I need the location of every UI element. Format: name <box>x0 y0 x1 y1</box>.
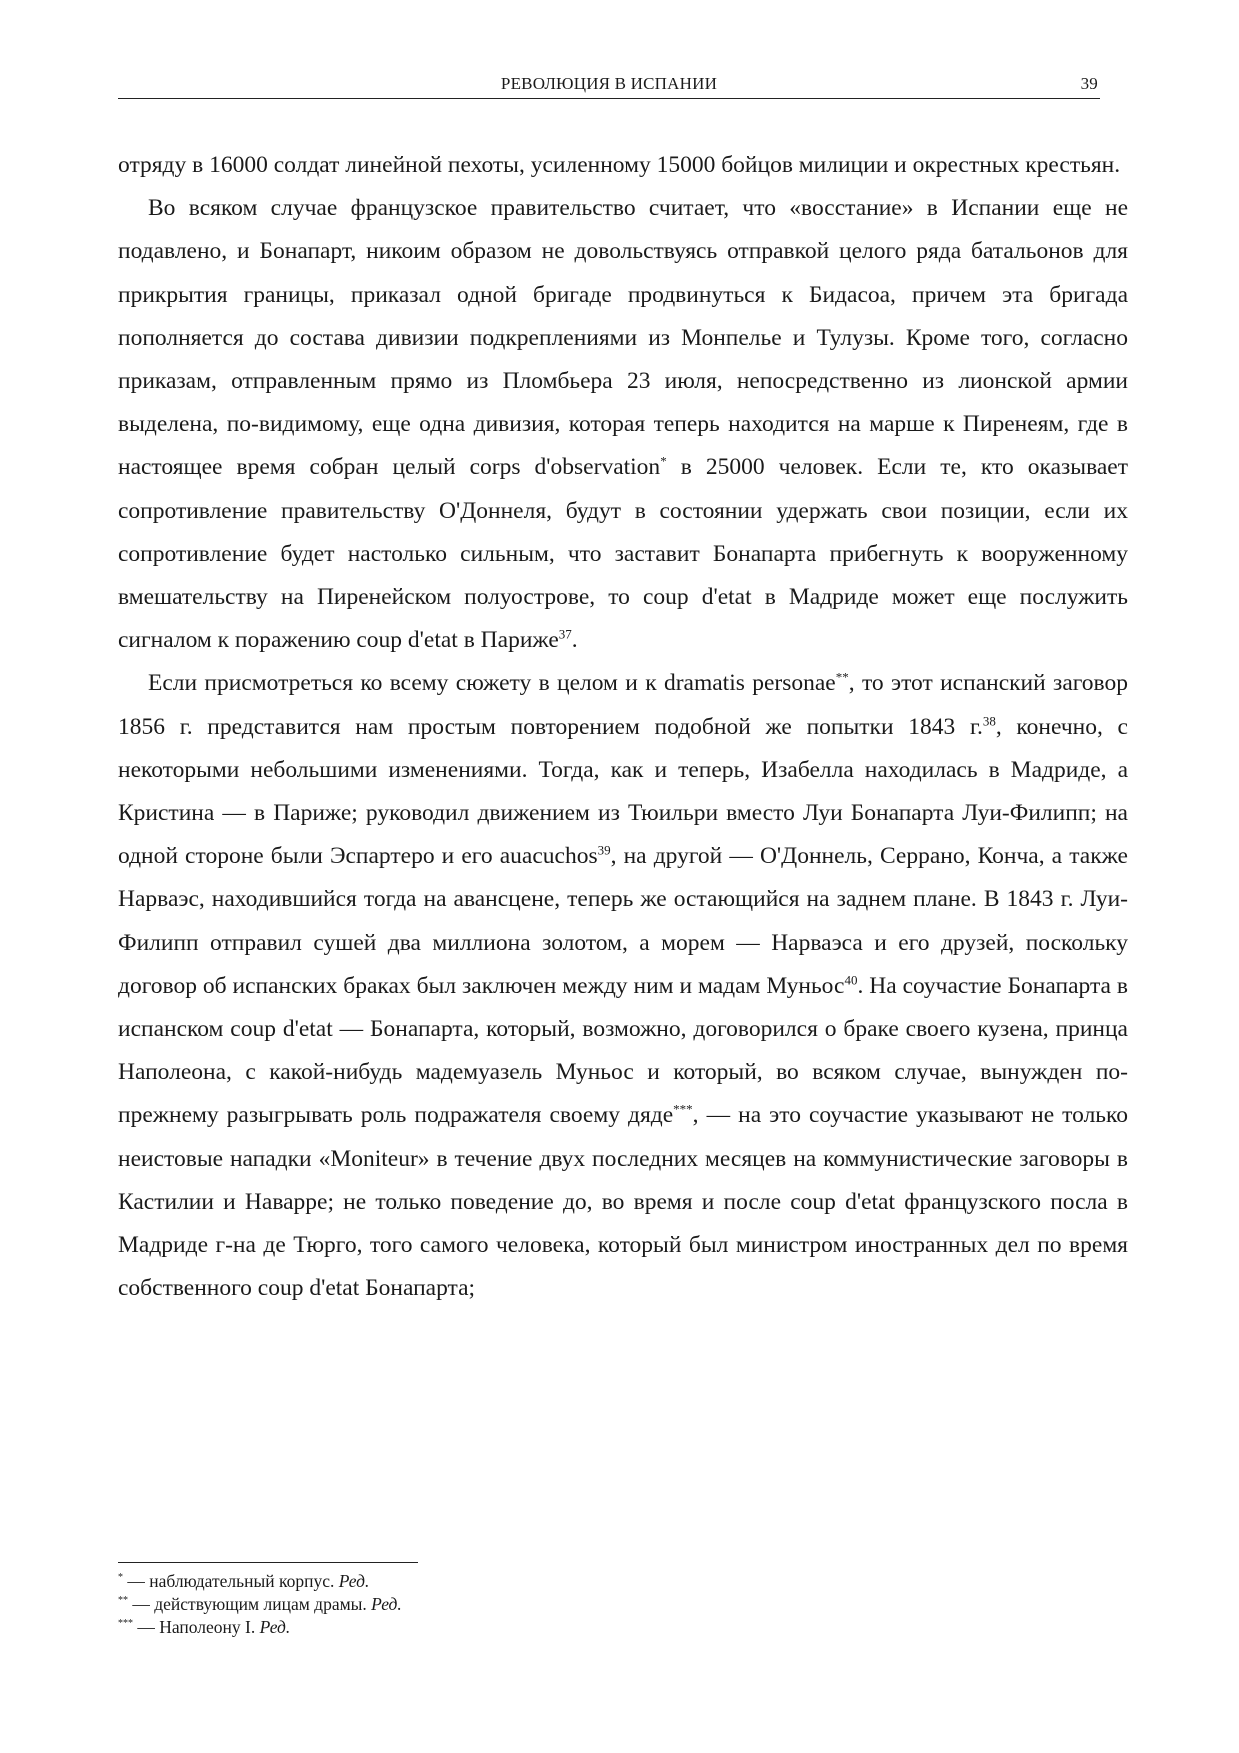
footnote-divider <box>118 1562 418 1563</box>
endnote-ref-38: 38 <box>982 713 996 729</box>
paragraph-1-text: отряду в 16000 солдат линейной пехоты, усиленному 15000 бойцов милиции и окрестных крестьян. <box>118 152 1121 178</box>
endnote-ref-37: 37 <box>558 626 572 642</box>
paragraph-2-text-2: в 25000 человек. Если те, кто оказывает сопротивление правительству О'Доннеля, будут в состоянии удержать свои позиции, если их сопротивление будет настолько сильным, что заставит Бонапарта прибегнуть к вооруженному вмешательству на Пиренейском полуострове, то coup d'etat в Мадриде может еще послужить сигналом к поражению coup d'etat в Париже <box>118 454 1128 654</box>
endnote-ref-39: 39 <box>597 842 611 858</box>
footnotes <box>118 1570 818 1639</box>
paragraph-2-text-1: Во всяком случае французское правительство считает, что «восстание» в Испании еще не подавлено, и Бонапарт, никоим образом не довольствуясь отправкой целого ряда батальонов для прикрытия границы, приказал одной бригаде продвинуться к Бидасоа, причем эта бригада пополняется до состава дивизии подкреплениями из Монпелье и Тулузы. Кроме того, согласно приказам, отправленным прямо из Пломбьера 23 июля, непосредственно из лионской армии выделена, по-видимому, еще одна дивизия, которая теперь находится на марше к Пиренеям, где в настоящее время собран целый corps d'observation <box>118 195 1128 481</box>
footnote-2 <box>118 1593 818 1616</box>
paragraph-3-text-6: , — на это соучастие указывают не только неистовые нападки «Moniteur» в течение двух последних месяцев на коммунистические заговоры в Кастилии и Наварре; не только поведение до, во время и после coup d'etat французского посла в Мадриде г-на де Тюрго, того самого человека, который был министром иностранных дел по время собственного coup d'etat Бонапарта; <box>118 1102 1128 1302</box>
footnote-3 <box>118 1616 818 1639</box>
editor-note: Ред. <box>338 1571 370 1591</box>
footnote-text: — наблюдательный корпус. <box>123 1571 339 1591</box>
body-text <box>118 144 1128 1310</box>
paragraph-3-text-5: . На соучастие Бонапарта в испанском coup d'etat — Бонапарта, который, возможно, договорился о браке своего кузена, принца Наполеона, с какой-нибудь мадемуазель Муньос и который, во всяком случае, вынужден по-прежнему разыгрывать роль подражателя своему дяде <box>118 972 1128 1129</box>
endnote-ref-40: 40 <box>844 972 858 988</box>
paragraph-3-text-2: , то этот испанский заговор 1856 г. представится нам простым повторением подобной же попытки 1843 г. <box>118 670 1128 740</box>
paragraph-2-text-3: . <box>571 627 578 654</box>
editor-note: Ред. <box>371 1594 402 1614</box>
paragraph-3 <box>118 662 1128 1310</box>
paragraph-3-text-3: , конечно, с некоторыми небольшими изменениями. Тогда, как и теперь, Изабелла находилась в Мадриде, а Кристина — в Париже; руководил движением из Тюильри вместо Луи Бонапарта Луи-Филипп; на одной стороне были Эспартеро и его auacuchos <box>118 713 1128 870</box>
footnote-ref-1: * <box>660 453 667 469</box>
footnote-mark: * <box>118 1572 123 1583</box>
footnote-text: — Наполеону I. <box>133 1617 260 1637</box>
page-number: 39 <box>1080 74 1098 93</box>
footnote-text: — действующим лицам драмы. <box>128 1594 372 1614</box>
footnote-mark: ** <box>118 1595 128 1606</box>
paragraph-3-text-4: , на другой — О'Доннель, Серрано, Конча, а также Нарваэс, находившийся тогда на авансцене, теперь же остающийся на заднем плане. В 1843 г. Луи-Филипп отправил сушей два миллиона золотом, а морем — Нарваэса и его друзей, поскольку договор об испанских браках был заключен между ним и мадам Муньос <box>118 843 1128 999</box>
footnote-mark: *** <box>118 1618 133 1629</box>
running-header <box>118 72 1100 99</box>
running-header-title: РЕВОЛЮЦИЯ В ИСПАНИИ <box>500 74 718 93</box>
footnote-ref-3: *** <box>673 1102 693 1118</box>
editor-note: Ред. <box>259 1617 291 1637</box>
paragraph-1 <box>118 144 1128 187</box>
paragraph-2 <box>118 187 1128 662</box>
footnote-ref-2: ** <box>835 670 849 685</box>
footnote-1 <box>118 1570 818 1593</box>
paragraph-3-text-1: Если присмотреться ко всему сюжету в целом и к dramatis personae <box>148 670 836 697</box>
